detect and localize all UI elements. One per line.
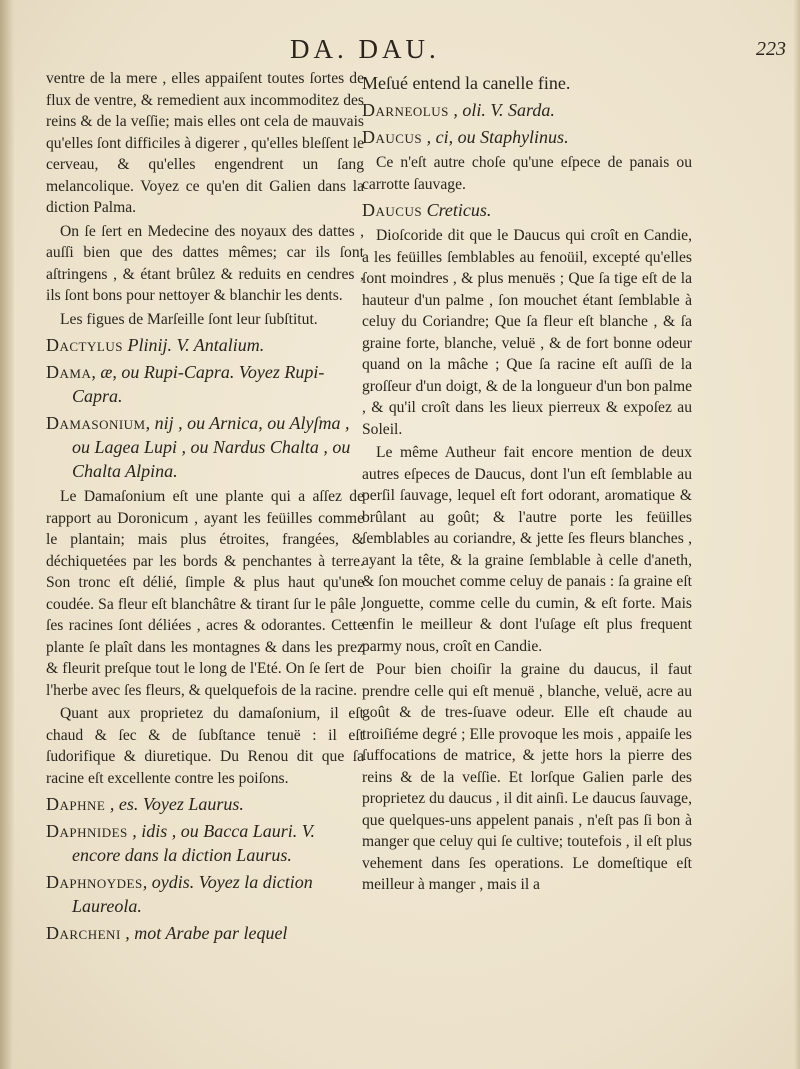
entry-headword: Daucus — [362, 127, 423, 147]
entry-reference: , oydis. Voyez la diction Laureola. — [72, 872, 313, 916]
dictionary-entry — [46, 333, 364, 357]
entry-reference: , mot Arabe par lequel — [120, 923, 288, 943]
entry-reference: , æ, ou Rupi-Capra. Voyez Rupi-Capra. — [72, 362, 325, 406]
entry-continuation: Meſué entend la canelle fine. — [362, 73, 571, 93]
entry-headword: Daphne — [46, 794, 106, 814]
body-paragraph: Dioſcoride dit que le Daucus qui croît en Candie, a les feüilles ſemblables au fenoüil, excepté qu'elles ſont moindres , & plus menuës ; Que ſa tige eſt de la hauteur d'un palme , ſon mouchet étant ſemblable à celuy du Coriandre; Que ſa fleur eſt blanche , & ſa graine forte, blanche, veluë , & de fort bonne odeur quand on la mâche ; Que ſa racine eſt auſſi de la groſſeur d'un doigt, & de la longueur d'un bon palme , & qu'il croît dans les lieux pierreux & expoſez au Soleil. — [362, 227, 692, 438]
body-paragraph: Quant aux proprietez du damaſonium, il eſt chaud & ſec & de ſubſtance tenuë : il eſt ſudorifique & diuretique. Du Renou dit que ſa racine eſt excellente contre les poiſons. — [46, 705, 364, 787]
entry-reference: , ci, ou Staphylinus. — [422, 127, 569, 147]
dictionary-entry — [46, 792, 364, 816]
dictionary-entry — [362, 98, 692, 122]
body-paragraph: Les figues de Marſeille ſont leur ſubſtitut. — [60, 310, 318, 328]
entry-reference: , idis , ou Bacca Lauri. V. encore dans la diction Laurus. — [72, 821, 315, 865]
body-paragraph: Le Damaſonium eſt une plante qui a aſſez de rapport au Doronicum , ayant les feüilles comme le plantain; mais plus étroites, frangées, & déchiquetées par les bords & penchantes à terre. Son tronc eſt délié, ſimple & plus haut qu'une coudée. Sa fleur eſt blanchâtre & tirant ſur le pâle , ſes racines ſont déliées , acres & odorantes. Cette plante ſe plaît dans les montagnes & dans les prez & fleurit preſque tout le long de l'Eté. On ſe ſert de l'herbe avec ſes fleurs, & quelquefois de la racine. — [46, 488, 364, 699]
dictionary-entry — [362, 198, 692, 222]
entry-reference: Creticus. — [422, 200, 492, 220]
body-paragraph: Le même Autheur fait encore mention de deux autres eſpeces de Daucus, dont l'un eſt ſemblable au perſil ſauvage, lequel eſt fort odorant, aromatique & brûlant au goût; & l'autre porte les feüilles ſemblables au coriandre, & jette ſes fleurs blanches , ayant la tête, & la graine ſemblable à celle d'aneth, & ſon mouchet comme celuy de panais : ſa graine eſt longuette, comme celle du cumin, & eſt forte. Mais enfin le meilleur & dont l'uſage eſt plus frequent parmy nous, croît en Candie. — [362, 444, 692, 655]
dictionary-entry — [46, 819, 364, 867]
entry-reference: , es. Voyez Laurus. — [105, 794, 244, 814]
entry-reference: , nij , ou Arnica, ou Alyſma , ou Lagea Lupi , ou Nardus Chalta , ou Chalta Alpina. — [72, 413, 351, 481]
entry-headword: Daphnides — [46, 821, 128, 841]
entry-reference: Plinij. V. Antalium. — [122, 335, 265, 355]
dictionary-entry — [46, 360, 364, 408]
dictionary-entry — [362, 125, 692, 149]
left-column — [46, 68, 364, 948]
entry-headword: Dactylus — [46, 335, 123, 355]
running-head: DA. DAU. — [290, 34, 440, 64]
entry-reference: , oli. V. Sarda. — [448, 100, 555, 120]
entry-headword: Darneolus — [362, 100, 449, 120]
body-paragraph: ventre de la mere , elles appaiſent toutes ſortes de flux de ventre, & remedient aux incommoditez des reins & de la veſſie; mais elles ont cela de mauvais qu'elles ſont difficiles à digerer , qu'elles bleſſent le cerveau, & qu'elles engendrent un ſang melancolique. Voyez ce qu'en dit Galien dans la diction Palma. — [46, 70, 364, 216]
body-paragraph: Ce n'eſt autre choſe qu'une eſpece de panais ou carrotte ſauvage. — [362, 154, 692, 193]
entry-headword: Daucus — [362, 200, 423, 220]
page-edge — [794, 0, 800, 1069]
body-paragraph: Pour bien choiſir la graine du daucus, il faut prendre celle qui eſt menuë , blanche, veluë, acre au goût & de tres-ſuave odeur. Elle eſt chaude au troiſiéme degré ; Elle provoque les mois , appaiſe les ſuffocations de matrice, & jette hors la pierre des reins & de la veſſie. Et lorſque Galien parle des proprietez du daucus , il dit ainſi. Le daucus ſauvage, que quelques-uns appelent panais , n'eſt pas ſi bon à manger que celuy qui ſe cultive; toutefois , il eſt plus vehement dans ſes operations. Le domeſtique eſt meilleur à manger , mais il a — [362, 661, 692, 893]
body-paragraph: On ſe ſert en Medecine des noyaux des dattes , auſſi bien que des dattes mêmes; car ils ſont aſtringens , & étant brûlez & reduits en cendres , ils ſont bons pour nettoyer & blanchir les dents. — [46, 222, 364, 304]
dictionary-entry — [46, 921, 364, 945]
right-column — [362, 68, 692, 898]
dictionary-entry — [46, 870, 364, 918]
entry-headword: Darcheni — [46, 923, 121, 943]
entry-headword: Dama — [46, 362, 92, 382]
page-number: 223 — [756, 38, 786, 60]
dictionary-entry — [46, 411, 364, 483]
page-header — [0, 30, 800, 70]
entry-headword: Daphnoydes — [46, 872, 143, 892]
entry-headword: Damasonium — [46, 413, 146, 433]
page-gutter — [0, 0, 14, 1069]
